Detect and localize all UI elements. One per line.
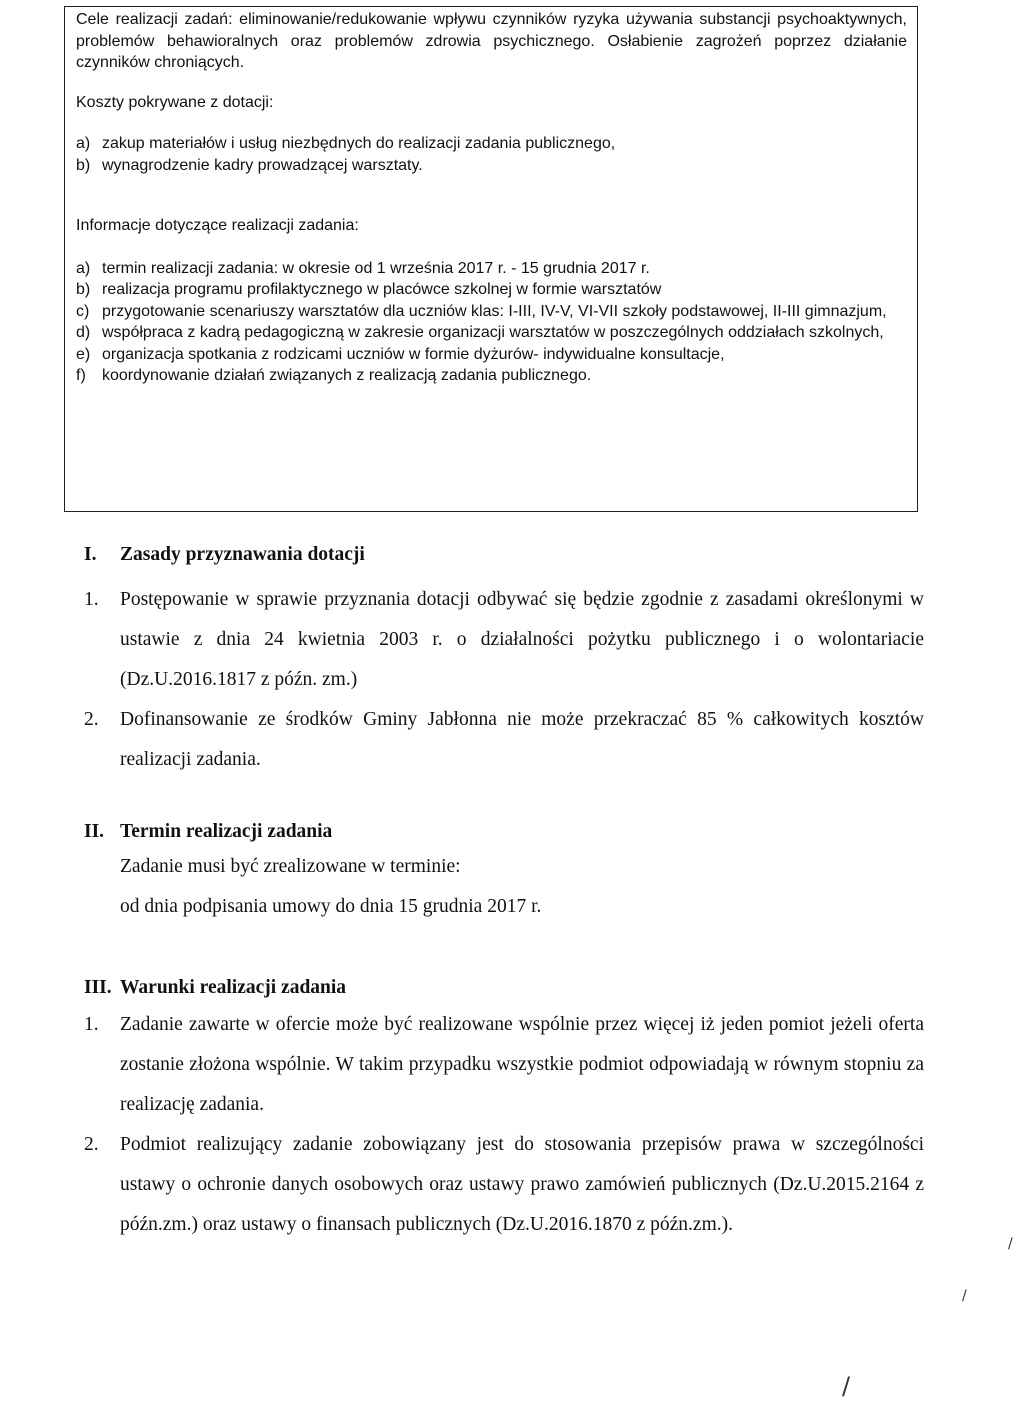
item-text: Podmiot realizujący zadanie zobowiązany jest do stosowania przepisów prawa w szczególności ustawy o ochronie danych osobowych oraz ustawy prawo zamówień publicznych (Dz.U.2015.2164 z późn.zm.) oraz ustawy o finansach publicznych (Dz.U.2016.1870 z późn.zm.).	[120, 1134, 924, 1235]
list-text: organizacja spotkania z rodzicami uczniów w formie dyżurów- indywidualne konsultacje,	[102, 345, 725, 363]
list-item	[76, 155, 907, 177]
list-marker: a)	[76, 259, 91, 277]
section-heading	[84, 821, 924, 843]
list-marker: b)	[76, 156, 91, 174]
scan-mark: /	[962, 1288, 967, 1304]
list-item	[76, 365, 907, 387]
costs-list	[76, 133, 907, 176]
list-marker: b)	[76, 281, 91, 298]
list-text: wynagrodzenie kadry prowadzącej warsztaty.	[102, 156, 423, 174]
section-heading	[84, 544, 924, 566]
scan-mark: /	[1008, 1236, 1013, 1252]
section-number: II.	[84, 821, 105, 842]
item-text: Postępowanie w sprawie przyznania dotacji odbywać się będzie zgodnie z zasadami określonymi w ustawie z dnia 24 kwietnia 2003 r. o działalności pożytku publicznego i o wolontariacie (Dz.U.2016.1817 z późn. zm.)	[120, 589, 924, 690]
item-text: Zadanie zawarte w ofercie może być realizowane wspólnie przez więcej iż jeden pomiot jeżeli oferta zostanie złożona wspólnie. W takim przypadku wszystkie podmiot odpowiadają w równym stopniu za realizację zadania.	[120, 1014, 924, 1115]
item-text: Dofinansowanie ze środków Gminy Jabłonna nie może przekraczać 85 % całkowitych kosztów realizacji zadania.	[120, 709, 924, 770]
deadline-date-text: od dnia podpisania umowy do dnia 15 grudnia 2017 r.	[120, 896, 542, 917]
list-marker: d)	[76, 324, 91, 341]
item-number: 1.	[84, 1014, 99, 1035]
list-item	[76, 322, 907, 344]
list-item	[76, 258, 907, 280]
scan-mark: /	[842, 1372, 851, 1400]
info-title: Informacje dotyczące realizacji zadania:	[76, 217, 359, 234]
info-list	[76, 258, 907, 387]
list-item	[84, 700, 924, 780]
list-item	[84, 580, 924, 700]
list-text: przygotowanie scenariuszy warsztatów dla uczniów klas: I-III, IV-V, VI-VII szkoły podstawowej, II-III gimnazjum,	[102, 302, 887, 320]
section-title: Zasady przyznawania dotacji	[120, 544, 365, 565]
list-text: realizacja programu profilaktycznego w placówce szkolnej w formie warsztatów	[102, 281, 662, 298]
section-title: Termin realizacji zadania	[120, 821, 333, 842]
list-marker: e)	[76, 345, 91, 363]
list-item	[84, 1125, 924, 1245]
list-item	[84, 1005, 924, 1125]
list-item	[76, 279, 907, 301]
section-3	[84, 977, 924, 1245]
costs-title: Koszty pokrywane z dotacji:	[76, 93, 274, 111]
deadline-text: Zadanie musi być zrealizowane w terminie:	[120, 856, 461, 877]
section-number: I.	[84, 544, 97, 565]
list-marker: f)	[76, 367, 86, 384]
list-text: współpraca z kadrą pedagogiczną w zakresie organizacji warsztatów w poszczególnych oddziałach szkolnych,	[102, 324, 884, 341]
list-marker: a)	[76, 135, 91, 152]
section-heading	[84, 977, 924, 999]
item-number: 1.	[84, 589, 99, 610]
list-text: termin realizacji zadania: w okresie od 1 września 2017 r. - 15 grudnia 2017 r.	[102, 259, 650, 277]
list-item	[76, 133, 907, 155]
list-marker: c)	[76, 302, 90, 320]
list-item	[76, 301, 907, 323]
task-info-box	[64, 6, 918, 512]
section-2	[84, 821, 924, 925]
section-number: III.	[84, 977, 112, 998]
list-text: koordynowanie działań związanych z realizacją zadania publicznego.	[102, 367, 592, 384]
item-number: 2.	[84, 709, 99, 730]
list-text: zakup materiałów i usług niezbędnych do realizacji zadania publicznego,	[102, 135, 616, 152]
task-goals-text: Cele realizacji zadań: eliminowanie/redukowanie wpływu czynników ryzyka używania substancji psychoaktywnych, problemów behawioralnych oraz problemów zdrowia psychicznego. Osłabienie zagrożeń poprzez działanie czynników chroniących.	[76, 11, 907, 71]
section-title: Warunki realizacji zadania	[120, 977, 347, 998]
item-number: 2.	[84, 1134, 99, 1155]
list-item	[76, 344, 907, 366]
section-1	[84, 544, 924, 780]
